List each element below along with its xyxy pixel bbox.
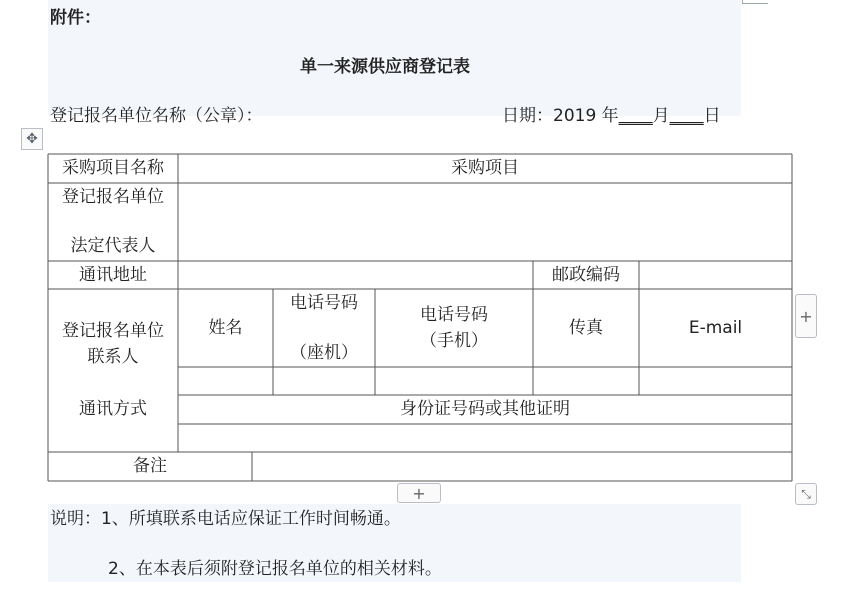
add-row-button[interactable]	[397, 483, 441, 503]
unit-label: 登记报名单位	[62, 187, 164, 207]
address-input-cell[interactable]	[178, 261, 533, 289]
contact-landline-input[interactable]	[273, 367, 375, 395]
plus-icon: +	[799, 306, 813, 326]
col-phone-mobile-line2: （手机）	[420, 331, 488, 351]
date-blank-month[interactable]: ____	[618, 106, 653, 126]
attachment-label: 附件：	[50, 8, 101, 28]
resize-icon: ⤡	[801, 486, 811, 501]
contact-label-line1: 登记报名单位	[62, 321, 164, 341]
col-phone-landline-line2: （座机）	[290, 343, 358, 363]
contact-label-line2: 联系人	[87, 347, 139, 367]
plus-icon: +	[412, 483, 426, 503]
legal-rep-label: 法定代表人	[70, 236, 156, 256]
remarks-input-cell[interactable]	[252, 452, 792, 481]
move-icon: ✥	[26, 131, 38, 147]
month-label: 月	[652, 106, 670, 126]
contact-method-label: 通讯方式	[79, 399, 147, 419]
day-label: 日	[703, 106, 721, 126]
col-phone-landline-line1: 电话号码	[290, 293, 358, 313]
postcode-label: 邮政编码	[552, 265, 620, 285]
project-name-label: 采购项目名称	[62, 158, 164, 178]
contact-email-input[interactable]	[639, 367, 792, 395]
col-phone-mobile-line1: 电话号码	[420, 305, 488, 325]
add-column-button[interactable]	[795, 294, 817, 338]
id-label: 身份证号码或其他证明	[400, 399, 570, 419]
unit-name-label: 登记报名单位名称（公章）：	[50, 106, 263, 126]
note-1: 说明：1、所填联系电话应保证工作时间畅通。	[50, 509, 401, 529]
postcode-input-cell[interactable]	[639, 261, 792, 289]
contact-fax-input[interactable]	[533, 367, 639, 395]
date-prefix: 日期：2019 年	[502, 106, 619, 126]
unit-input-cell[interactable]	[178, 183, 792, 261]
date-blank-day[interactable]: ____	[669, 106, 704, 126]
col-email: E-mail	[688, 318, 743, 338]
contact-mobile-input[interactable]	[375, 367, 533, 395]
col-fax: 传真	[569, 318, 603, 338]
note-2: 2、在本表后须附登记报名单位的相关材料。	[108, 559, 442, 579]
contact-name-input[interactable]	[178, 367, 273, 395]
address-label: 通讯地址	[79, 265, 147, 285]
col-name: 姓名	[208, 318, 243, 338]
remarks-label: 备注	[133, 456, 167, 476]
form-title: 单一来源供应商登记表	[300, 57, 470, 77]
table-resize-handle[interactable]	[795, 483, 817, 505]
project-value-label: 采购项目	[451, 158, 519, 178]
id-input-cell[interactable]	[178, 424, 792, 452]
